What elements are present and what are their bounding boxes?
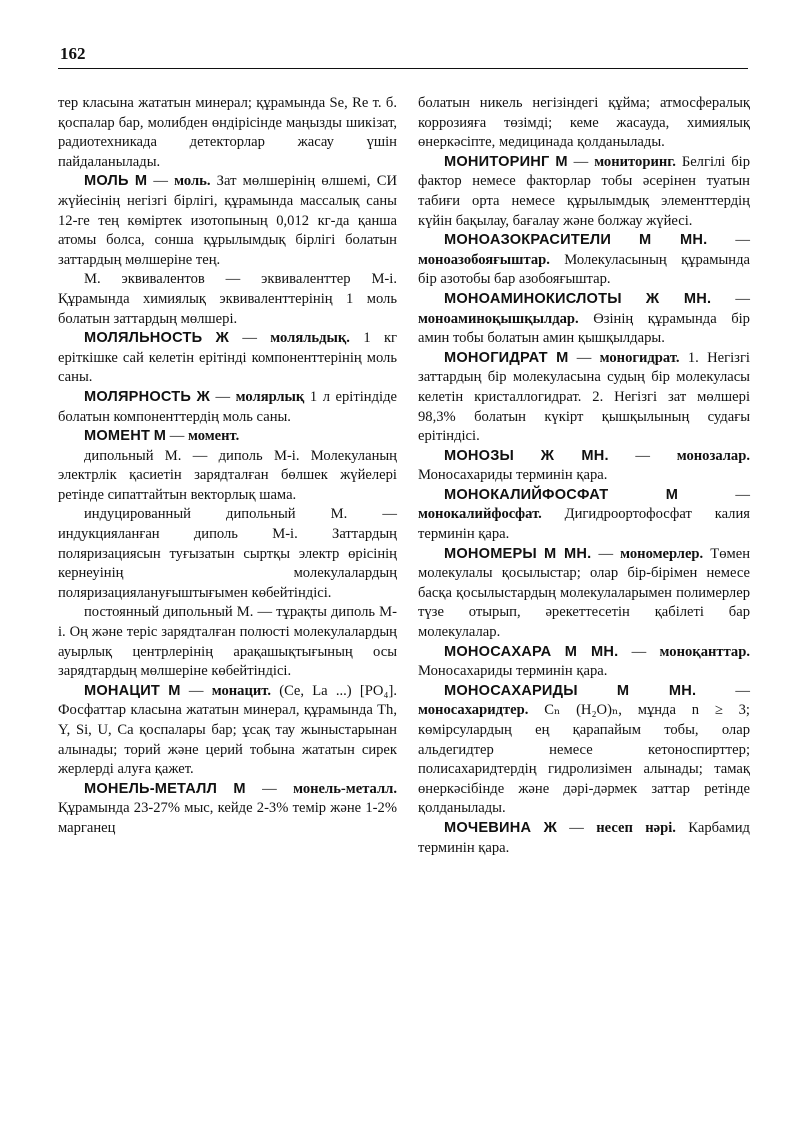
entry-paragraph — [58, 94, 397, 172]
entry-text: (Ce, La ...) [PO₄]. Фосфаттар класына жататын минерал, құрамында Th, Y, Si, U, Ca қоспалары бар; ұсақ тау жыныстарынан алынады; торий және церий тобына жататын сирек жерлерді алуға қажет. — [58, 682, 397, 778]
entry-paragraph — [58, 447, 397, 506]
entry-translation: несеп нәрі. — [596, 819, 676, 836]
entry-paragraph — [58, 603, 397, 681]
entry-text: индуцированный дипольный М. — индукцияланған диполь М-і. Заттардың поляризациясын туғызатын сыртқы электр өрісінің кернеуінің молекулалардың поляризациялануғыштығымен көбейтіндісі. — [58, 506, 397, 601]
entry-headword: МОНОАЗОКРАСИТЕЛИ — [444, 232, 612, 249]
entry-text: Дигидроортофосфат калия терминін қара. — [418, 506, 750, 543]
entry-gender: М МН. — [544, 545, 592, 562]
dictionary-entry: МОНОЗЫ Ж МН. — монозалар. Моносахариды терминін қара. — [418, 447, 750, 484]
entry-text: 1 л ерітіндіде болатын компоненттердің моль саны. — [58, 388, 397, 425]
entry-gender: Ж — [543, 819, 557, 836]
entry-paragraph — [58, 505, 397, 603]
dictionary-entry: МОНОГИДРАТ М — моногидрат. 1. Негізгі заттардың бір молекуласына судың бір молекуласы келетін кристаллогидрат. 2. Негізгі зат мөлшері 98,3% болатын күкірт қышқылының судағы ерітіндісі. — [418, 349, 750, 445]
header-rule — [58, 68, 748, 69]
entry-translation: моноазобояғыштар. — [418, 251, 550, 268]
entry-headword: МОНОКАЛИЙФОСФАТ — [444, 486, 609, 503]
dictionary-entry: МОЛЯРНОСТЬ Ж — молярлық 1 л ерітіндіде болатын компоненттердің моль саны. — [58, 388, 397, 425]
page-number: 162 — [60, 44, 86, 63]
entry-text: М. эквивалентов — эквиваленттер М-і. Құрамында химиялық эквиваленттерінің 1 моль болатын заттардың мөлшері. — [58, 271, 397, 327]
entry-headword: МОНОЗЫ — [444, 447, 515, 464]
entry-translation: монель-металл. — [293, 780, 397, 797]
dictionary-entry: МОНАЦИТ М — монацит. (Ce, La ...) [PO₄]. Фосфаттар класына жататын минерал, құрамында Th, Y, Si, U, Ca қоспалары бар; ұсақ тау жыныстарынан алынады; торий және церий тобына жататын сирек жерлерді алуға қажет. — [58, 682, 397, 778]
entry-headword: МОНОАМИНОКИСЛОТЫ — [444, 290, 622, 307]
entry-text: Моносахариды терминін қара. — [418, 467, 608, 484]
entry-text: Өзінің құрамында бір амин тобы болатын амин қышқылдары. — [418, 310, 750, 347]
dictionary-entry: МОНОСАХАРА М МН. — моноқанттар. Моносахариды терминін қара. — [418, 643, 750, 680]
entry-text: Карбамид терминін қара. — [418, 819, 750, 856]
entry-translation: монацит. — [211, 682, 272, 699]
entry-headword: МОНОСАХАРА — [444, 643, 552, 660]
entry-translation: монокалийфосфат. — [418, 506, 542, 523]
dictionary-entry: МОНОМЕРЫ М МН. — мономерлер. Төмен молекулалы қосылыстар; олар бір-бірімен немесе басқа қосылыстардың молекулаларымен полимерлер түзе отырып, әрекеттесетін қабілеті бар молекулалар. — [418, 545, 751, 641]
dictionary-entry: МОНЕЛЬ-МЕТАЛЛ М — монель-металл. Құрамында 23-27% мыс, кейде 2-3% темір және 1-2% марганец — [58, 780, 397, 836]
entry-translation: мономерлер. — [620, 545, 704, 562]
entry-headword: МОНОМЕРЫ — [444, 545, 537, 562]
entry-headword: МОЧЕВИНА — [444, 819, 532, 836]
entry-headword: МОНОГИДРАТ — [444, 349, 548, 366]
entry-text: Құрамында 23-27% мыс, кейде 2-3% темір және 1-2% марганец — [58, 800, 397, 836]
entry-headword: МОМЕНТ — [84, 428, 151, 445]
dictionary-entry: МОМЕНТ М — момент. — [84, 428, 240, 445]
entry-gender: М МН. — [616, 682, 697, 699]
entry-gender: М МН. — [564, 643, 619, 660]
entry-translation: моль. — [174, 173, 211, 190]
entry-translation: моляльдық. — [270, 330, 350, 347]
entry-headword: МОНЕЛЬ-МЕТАЛЛ — [84, 780, 218, 797]
entry-translation: монозалар. — [676, 447, 750, 464]
entry-gender: Ж МН. — [645, 290, 712, 307]
entry-gender: М — [665, 486, 679, 503]
entry-text: постоянный дипольный М. — тұрақты диполь М-і. Оң және теріс зарядталған полюсті молекулалардың ауырлық центрлерінің арақашықтығының осы зарядтардың мөлшеріне көбейтіндісі. — [58, 604, 397, 680]
left-column — [58, 94, 397, 839]
entry-gender: М — [153, 428, 167, 445]
dictionary-entry: МОНОСАХАРИДЫ М МН. — моносахаридтер. Cₙ (H₂O)ₙ, мұнда n ≥ 3; көмірсулардың ең қарапайым тобы, олар альдегидтер немесе кетоноспирттер; полисахаридтердің гидролизімен алынады; тамақ өнеркәсібінде және дәрі-дәрмек заттар ретінде қолданылады. — [418, 682, 750, 817]
dictionary-entry: МОЛЬ М — моль. Зат мөлшерінің өлшемі, СИ жүйесінің негізгі бірлігі, құрамында массалық саны 12-ге тең көміртек изотопының 0,012 кг-да қанша атомы болса, сонша құрылымдық бірлігі болатын заттардың мөлшеріне тең. — [58, 173, 397, 268]
entry-gender: М — [134, 173, 148, 190]
entry-text: Зат мөлшерінің өлшемі, СИ жүйесінің негізгі бірлігі, құрамында массалық саны 12-ге тең көміртек изотопының 0,012 кг-да қанша атомы болса, сонша құрылымдық бірлігі болатын заттардың мөлшеріне тең. — [58, 173, 397, 268]
dictionary-entry: МОНИТОРИНГ М — мониторинг. Белгілі бір фактор немесе факторлар тобы әсерінен туатын табиғи орта немесе құрылымдық элементтердің күйін бақылау, бағалау және болжау жүйесі. — [418, 153, 751, 229]
entry-headword: МОЛЯРНОСТЬ — [84, 388, 192, 405]
dictionary-entry: МОНОАМИНОКИСЛОТЫ Ж МН. — моноаминоқышқылдар. Өзінің құрамында бір амин тобы болатын амин қышқылдары. — [418, 290, 750, 347]
entry-translation: моносахаридтер. — [418, 702, 529, 719]
entry-paragraph — [58, 270, 397, 329]
entry-text: Молекуласының құрамында бір азотобы бар азобояғыштар. — [418, 251, 750, 288]
entry-text: болатын никель негізіндегі құйма; атмосфералық коррозияға төзімді; кеме жасауда, химиялық өнеркәсіпте, медицинада қолданылады. — [418, 95, 750, 151]
entry-text: Төмен молекулалы қосылыстар; олар бір-бірімен немесе басқа қосылыстардың молекулаларымен полимерлер түзе отырып, әрекеттесетін қабілеті бар молекулалар. — [418, 545, 751, 641]
entry-text: Белгілі бір фактор немесе факторлар тобы әсерінен туатын табиғи орта немесе құрылымдық элементтердің күйін бақылау, бағалау және болжау жүйесі. — [418, 153, 751, 229]
entry-text: Cₙ (H₂O)ₙ, мұнда n ≥ 3; көмірсулардың ең қарапайым тобы, олар альдегидтер немесе кетоноспирттер; полисахаридтердің гидролизімен алынады; тамақ өнеркәсібінде және дәрі-дәрмек заттар ретінде қолданылады. — [418, 702, 750, 817]
entry-text: 1. Негізгі заттардың бір молекуласына судың бір молекуласы келетін кристаллогидрат. 2. Негізгі зат мөлшері 98,3% болатын күкірт қышқылының судағы ерітіндісі. — [418, 349, 750, 445]
entry-headword: МОНОСАХАРИДЫ — [444, 682, 578, 699]
entry-gender: М — [555, 153, 568, 170]
entry-gender: М — [233, 780, 246, 797]
entry-translation: момент. — [187, 428, 240, 445]
entry-translation: моноқанттар. — [659, 643, 750, 660]
entry-translation: моноаминоқышқылдар. — [418, 310, 579, 327]
entry-gender: М — [556, 349, 569, 366]
entry-gender: М МН. — [639, 232, 708, 249]
entry-gender: М — [168, 682, 181, 699]
entry-headword: МОНИТОРИНГ — [444, 153, 550, 170]
dictionary-entry: МОЛЯЛЬНОСТЬ Ж — моляльдық. 1 кг еріткішке сай келетін ерітінді компоненттерінің моль саны. — [58, 330, 398, 386]
entry-translation: моногидрат. — [599, 349, 680, 366]
entry-translation: мониторинг. — [594, 153, 676, 170]
entry-text: дипольный М. — диполь М-і. Молекуланың электрлік қасиетін зарядталған бөлшек жүйелері ретінде сипаттайтын векторлық шама. — [58, 447, 397, 503]
dictionary-entry: МОЧЕВИНА Ж — несеп нәрі. Карбамид терминін қара. — [418, 819, 750, 856]
dictionary-entry: МОНОКАЛИЙФОСФАТ М — монокалийфосфат. Дигидроортофосфат калия терминін қара. — [418, 486, 750, 543]
entry-text: Моносахариды терминін қара. — [418, 663, 608, 680]
entry-paragraph — [418, 94, 750, 153]
entry-headword: МОЛЬ — [84, 173, 129, 190]
dictionary-entry: МОНОАЗОКРАСИТЕЛИ М МН. — моноазобояғыштар. Молекуласының құрамында бір азотобы бар азобояғыштар. — [418, 232, 751, 288]
entry-text: 1 кг еріткішке сай келетін ерітінді компоненттерінің моль саны. — [58, 330, 398, 386]
entry-text: тер класына жататын минерал; құрамында Se, Re т. б. қоспалар бар, молибден өндірісінде маңызды шикізат, радиотехникада детекторлар жасау үшін пайдаланылады. — [58, 95, 397, 170]
right-column — [418, 94, 750, 858]
entry-headword: МОЛЯЛЬНОСТЬ — [84, 330, 203, 347]
entry-headword: МОНАЦИТ — [84, 682, 161, 699]
entry-gender: Ж МН. — [540, 447, 609, 464]
entry-gender: Ж — [196, 388, 210, 405]
entry-translation: молярлық — [235, 388, 305, 405]
entry-gender: Ж — [215, 330, 230, 347]
